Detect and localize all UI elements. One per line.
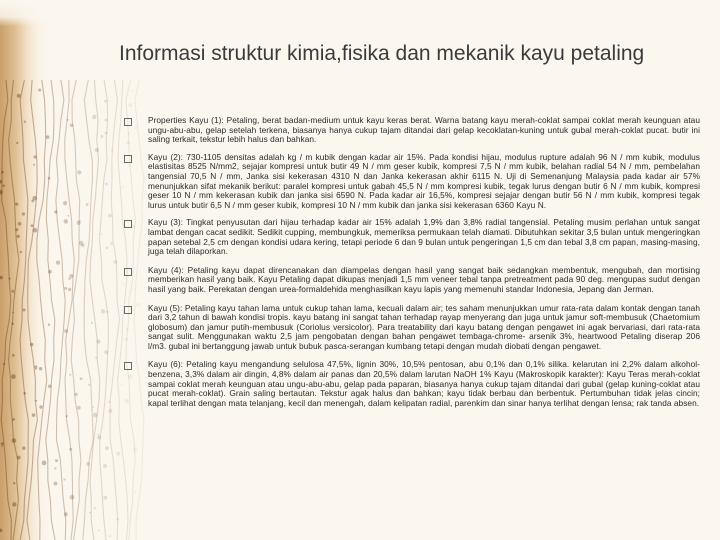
bullet-text: Kayu (3): Tingkat penyusutan dari hijau terhadap kadar air 15% adalah 1,9% dan 3,8% radial tangensial. Petaling musim perlahan untuk sangat lambat dengan cacat sedikit. Sedikit cupping, membungkuk, memeriksa permukaan telah diamati. Dibutuhkan sekitar 3,5 bulan untuk mengeringkan papan setebal 2,5 cm dengan kondisi udara kering, tetapi periode 6 dan 9 bulan untuk pengeringan 1,5 cm dan tebal 3,8 cm papan, masing-masing, juga telah dilaporkan. [148, 217, 700, 257]
bullet-text: Kayu (2): 730-1105 densitas adalah kg / m kubik dengan kadar air 15%. Pada kondisi hijau, modulus rupture adalah 96 N / mm kubik, modulus elastisitas 8525 N/mm2, sejajar kompresi untuk butir 49 N / mm geser kubik, kompresi 7,5 N / mm kubik, belahan radial 54 N / mm, pembelahan tangensial 70,5 N / mm, Janka sisi kekerasan 4310 N dan Janka kekerasan akhir 6115 N. Uji di Semenanjung Malaysia pada kadar air 57% menunjukkan sifat mekanik berikut: paralel kompresi untuk gabah 45,5 N / mm kompresi kubik, tegak lurus dengan butir 6 N / mm kubik, kompresi geser 10 N / mm kekerasan kubik dan janka sisi 6590 N. Pada kadar air 16,5%, kompresi sejajar dengan butir 56 N / mm kubik, kompresi tegak lurus untuk butir 6,5 N / mm geser kubik, kompresi 10 N / mm kubik dan janka sisi kekerasan 6360 Kayu N. [148, 151, 700, 210]
square-bullet-icon [124, 118, 132, 126]
square-bullet-icon [124, 362, 132, 370]
bullet-item [124, 360, 700, 408]
bullet-item [124, 218, 700, 256]
bullet-item [124, 304, 700, 352]
square-bullet-icon [124, 220, 132, 228]
slide-title: Informasi struktur kimia,fisika dan mekanik kayu petaling [119, 42, 645, 65]
bullet-text: Kayu (6): Petaling kayu mengandung selulosa 47,5%, lignin 30%, 10,5% pentosan, abu 0,1% dan 0,1% silika. kelarutan ini 2,2% dalam alkohol-benzena, 3,3% dalam air dingin, 4,8% dalam air panas dan 20,5% dalam larutan NaOH 1% Kayu (Makroskopik karakter): Kayu Teras merah-coklat sampai coklat merah keunguan atau ungu-abu-abu, gelap pada paparan, biasanya hanya cukup tajam ditandai dari gubal (gelap kuning-coklat atau pucat merah-coklat). Grain saling bertautan. Tekstur agak halus dan bahkan; kayu tidak berbau dan berbentuk. Pertumbuhan tidak jelas cincin; kapal terlihat dengan mata telanjang, kecil dan menengah, dalam kelipatan radial, parenkim dan sinar hanya terlihat dengan lensa; rak tanda absen. [148, 359, 700, 408]
square-bullet-icon [124, 306, 132, 314]
square-bullet-icon [124, 268, 132, 276]
bullet-text: Kayu (4): Petaling kayu dapat direncanakan dan diampelas dengan hasil yang sangat baik sedangkan membentuk, mengubah, dan mortising memberikan hasil yang baik. Kayu Petaling dapat dikupas menjadi 1,5 mm veneer tebal tanpa pretreatment pada 90 deg. mengupas sudut dengan hasil yang baik. Perekatan dengan urea-formaldehida menghasilkan kayu lapis yang memenuhi standar Indonesia, Jepang dan Jerman. [148, 264, 700, 294]
bullet-text: Properties Kayu (1): Petaling, berat badan-medium untuk kayu keras berat. Warna batang kayu merah-coklat sampai coklat merah keunguan atau ungu-abu-abu, gelap setelah terkena, biasanya hanya cukup tajam ditandai dari gelap kecoklatan-kuning untuk gubal merah-coklat pucat. butir ini saling terkait, tekstur lebih halus dan bahkan. [148, 115, 700, 145]
bullet-item [124, 266, 700, 295]
bullet-text: Kayu (5): Petaling kayu tahan lama untuk cukup tahan lama, kecuali dalam air; tes saham menunjukkan umur rata-rata dalam kontak dengan tanah dari 3,2 tahun di bawah kondisi tropis. kayu batang ini sangat tahan terhadap rayap menyerang dan juga untuk jamur soft-membusuk (Chaetomium globosum) dan jamur putih-membusuk (Coriolus versicolor). Para treatability dari kayu batang dengan pengawet ini agak bervariasi, dari rata-rata sangat sulit. Menggunakan waktu 2,5 jam pengobatan dengan bahan pengawet tembaga-chrome- arsenik 3%, heartwood Petaling diserap 206 l/m3. gubal ini bertanggung jawab untuk bubuk pasca-serangan kumbang tetapi dengan mudah diobati dengan pengawet. [148, 302, 700, 351]
bullet-item [124, 153, 700, 211]
square-bullet-icon [124, 155, 132, 163]
bullet-item [124, 116, 700, 145]
bullet-list [124, 116, 700, 408]
